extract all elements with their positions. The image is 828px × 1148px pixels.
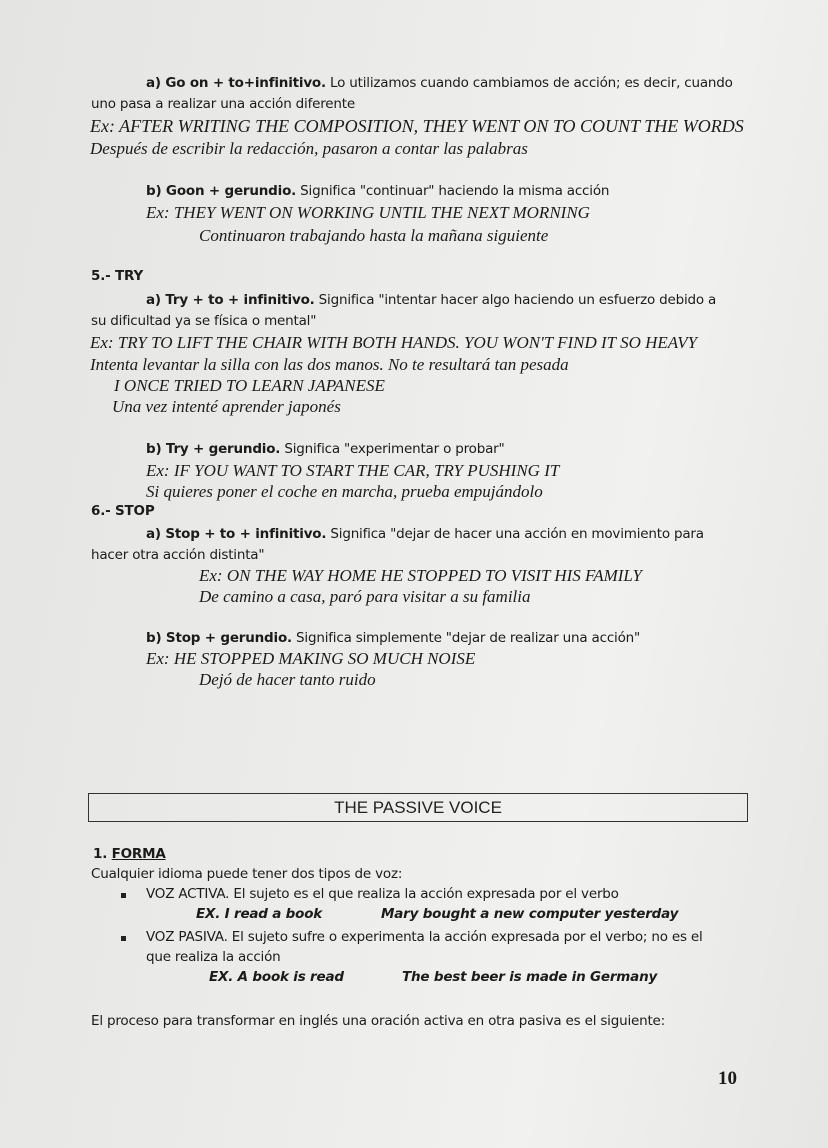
go-on-a-text: Lo utilizamos cuando cambiamos de acción; es decir, cuando <box>325 75 733 91</box>
voz-pasiva-example-2: The best beer is made in Germany <box>402 969 658 985</box>
stop-title: 6.- STOP <box>91 503 155 519</box>
forma-number: 1. <box>93 846 112 862</box>
process-text: El proceso para transformar en inglés una oración activa en otra pasiva es el siguiente: <box>91 1013 666 1029</box>
go-on-a-line <box>146 75 733 91</box>
bullet-icon <box>121 936 126 941</box>
bullet-icon <box>121 893 126 898</box>
try-b-heading: b) Try + gerundio. <box>146 441 281 457</box>
voz-pasiva-heading: VOZ PASIVA. <box>146 929 228 945</box>
stop-a-example: Ex: ON THE WAY HOME HE STOPPED TO VISIT HIS FAMILY <box>199 566 642 585</box>
voz-pasiva-text: El sujeto sufre o experimenta la acción expresada por el verbo; no es el <box>227 929 703 945</box>
go-on-b-example: Ex: THEY WENT ON WORKING UNTIL THE NEXT MORNING <box>146 203 590 222</box>
stop-b-text: Significa simplemente "dejar de realizar una acción" <box>291 630 641 646</box>
stop-b-translation: Dejó de hacer tanto ruido <box>199 670 376 689</box>
try-a-example: Ex: TRY TO LIFT THE CHAIR WITH BOTH HANDS. YOU WON'T FIND IT SO HEAVY <box>90 333 698 352</box>
try-title: 5.- TRY <box>91 268 144 284</box>
go-on-a-translation: Después de escribir la redacción, pasaron a contar las palabras <box>90 139 528 158</box>
voz-pasiva-line <box>146 929 703 945</box>
passive-voice-title: THE PASSIVE VOICE <box>334 797 502 817</box>
try-a-line <box>146 292 716 308</box>
go-on-a-heading: a) Go on + to+infinitivo. <box>146 75 326 91</box>
page-number: 10 <box>718 1068 737 1089</box>
try-a-example-2: I ONCE TRIED TO LEARN JAPANESE <box>114 376 385 395</box>
stop-b-example: Ex: HE STOPPED MAKING SO MUCH NOISE <box>146 649 476 668</box>
try-a-text-cont: su dificultad ya se física o mental" <box>91 313 317 329</box>
voz-activa-example-2: Mary bought a new computer yesterday <box>381 906 679 922</box>
go-on-b-line <box>146 183 609 199</box>
go-on-a-example: Ex: AFTER WRITING THE COMPOSITION, THEY WENT ON TO COUNT THE WORDS <box>90 116 744 136</box>
try-b-example: Ex: IF YOU WANT TO START THE CAR, TRY PUSHING IT <box>146 461 560 480</box>
try-b-text: Significa "experimentar o probar" <box>280 441 505 457</box>
voz-activa-line <box>146 886 619 902</box>
try-b-translation: Si quieres poner el coche en marcha, prueba empujándolo <box>146 482 543 501</box>
forma-heading <box>93 846 166 862</box>
try-a-text: Significa "intentar hacer algo haciendo un esfuerzo debido a <box>314 292 717 308</box>
go-on-b-text: Significa "continuar" haciendo la misma acción <box>296 183 610 199</box>
try-b-line <box>146 441 505 457</box>
stop-a-heading: a) Stop + to + infinitivo. <box>146 526 327 542</box>
voz-activa-text: El sujeto es el que realiza la acción expresada por el verbo <box>229 886 619 902</box>
go-on-b-heading: b) Goon + gerundio. <box>146 183 297 199</box>
stop-b-line <box>146 630 640 646</box>
voz-pasiva-text-cont: que realiza la acción <box>146 949 281 965</box>
stop-a-translation: De camino a casa, paró para visitar a su familia <box>199 587 531 606</box>
voz-activa-heading: VOZ ACTIVA. <box>146 886 230 902</box>
stop-a-text: Significa "dejar de hacer una acción en movimiento para <box>326 526 704 542</box>
try-a-heading: a) Try + to + infinitivo. <box>146 292 315 308</box>
try-a-translation-2: Una vez intenté aprender japonés <box>112 397 341 416</box>
stop-b-heading: b) Stop + gerundio. <box>146 630 292 646</box>
voz-activa-example-1: EX. I read a book <box>196 906 323 922</box>
passive-voice-title-box <box>88 793 748 822</box>
voz-intro: Cualquier idioma puede tener dos tipos de voz: <box>91 866 403 882</box>
stop-a-text-cont: hacer otra acción distinta" <box>91 547 265 563</box>
voz-pasiva-example-1: EX. A book is read <box>209 969 344 985</box>
stop-a-line <box>146 526 704 542</box>
go-on-b-translation: Continuaron trabajando hasta la mañana siguiente <box>199 226 549 245</box>
go-on-a-text-cont: uno pasa a realizar una acción diferente <box>91 96 355 112</box>
forma-label: FORMA <box>111 846 166 862</box>
try-a-translation: Intenta levantar la silla con las dos manos. No te resultará tan pesada <box>90 355 569 374</box>
